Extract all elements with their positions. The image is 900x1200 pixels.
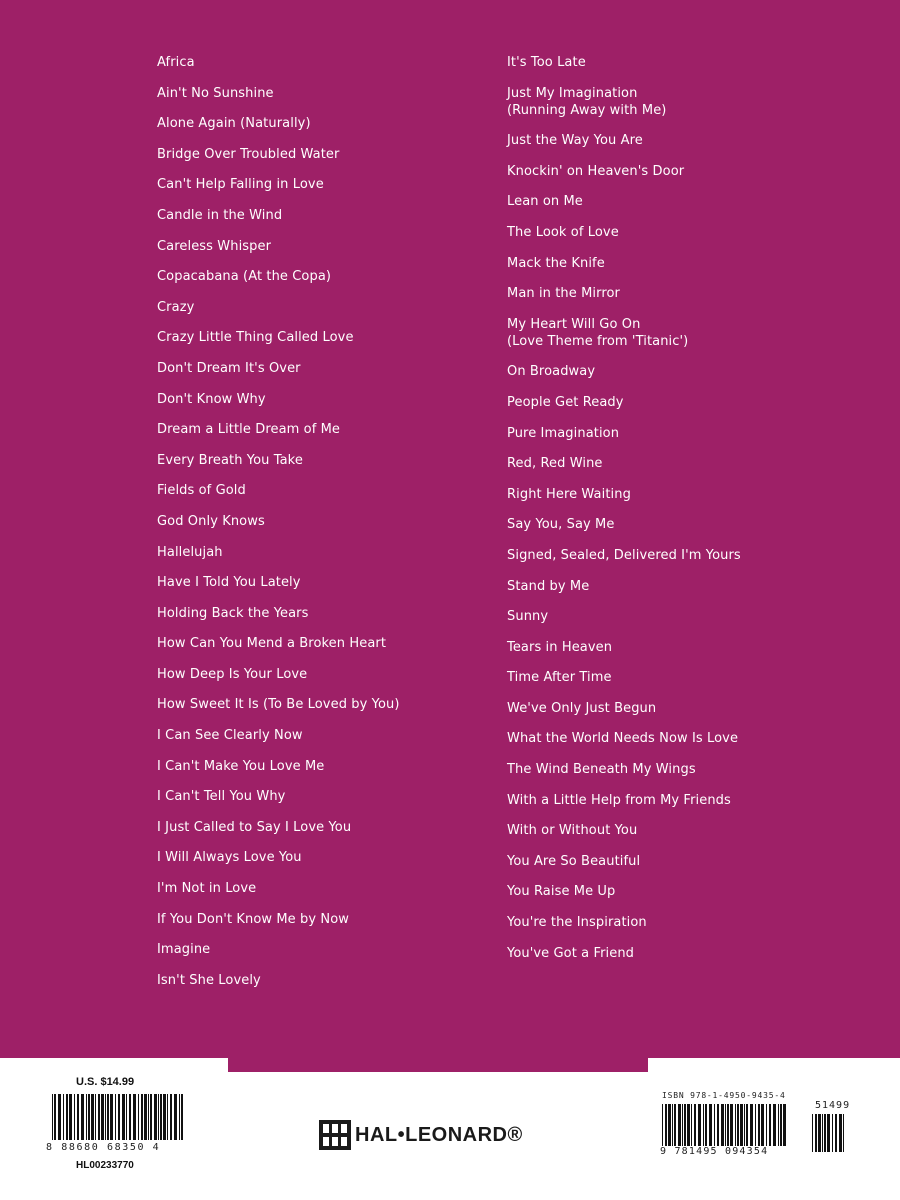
barcode-bar xyxy=(129,1094,131,1140)
song-title: With or Without You xyxy=(507,823,638,839)
hal-leonard-logo xyxy=(319,1120,523,1150)
barcode-bar xyxy=(682,1104,683,1146)
song-title: I Just Called to Say I Love You xyxy=(157,819,352,835)
barcode-bar xyxy=(154,1094,157,1140)
barcode-bar xyxy=(709,1104,712,1146)
barcode-bar xyxy=(107,1094,109,1140)
song-title: Man in the Mirror xyxy=(507,286,621,302)
song-title: Isn't She Lovely xyxy=(157,972,261,988)
barcode-bar xyxy=(181,1094,183,1140)
barcode-bar xyxy=(668,1104,671,1146)
song-title: How Sweet It Is (To Be Loved by You) xyxy=(157,697,400,713)
barcode-bar xyxy=(839,1114,842,1152)
barcode-bar xyxy=(158,1094,159,1140)
barcode-bar xyxy=(744,1104,745,1146)
song-title: Africa xyxy=(157,55,195,70)
song-title: Candle in the Wind xyxy=(157,207,283,223)
barcode-bar xyxy=(167,1094,168,1140)
barcode-bar xyxy=(703,1104,704,1146)
song-title: Crazy xyxy=(157,299,195,315)
song-title: Red, Red Wine xyxy=(507,456,603,472)
barcode-bar xyxy=(148,1094,149,1140)
barcode-bar xyxy=(773,1104,776,1146)
barcode-bar xyxy=(780,1104,782,1146)
barcode-bar xyxy=(66,1094,68,1140)
song-title: I'm Not in Love xyxy=(157,881,257,897)
song-title: Bridge Over Troubled Water xyxy=(157,146,340,162)
upc-barcode xyxy=(52,1094,185,1140)
barcode-bar xyxy=(687,1104,690,1146)
song-title: I Can't Tell You Why xyxy=(157,789,286,805)
barcode-bar xyxy=(74,1094,75,1140)
song-title: Every Breath You Take xyxy=(157,452,303,468)
barcode-bar xyxy=(818,1114,821,1152)
barcode-bar xyxy=(698,1104,701,1146)
barcode-bar xyxy=(665,1104,667,1146)
barcode-bar xyxy=(761,1104,764,1146)
song-title: Pure Imagination xyxy=(507,425,620,441)
song-title: I Can See Clearly Now xyxy=(157,728,303,744)
song-title: What the World Needs Now Is Love xyxy=(507,731,739,747)
barcode-bar xyxy=(88,1094,90,1140)
barcode-bar xyxy=(721,1104,724,1146)
barcode-bar xyxy=(684,1104,686,1146)
barcode-bar xyxy=(58,1094,61,1140)
song-title: If You Don't Know Me by Now xyxy=(157,911,350,927)
song-title: Alone Again (Naturally) xyxy=(157,116,311,132)
song-title: It's Too Late xyxy=(507,55,586,70)
song-title: I Can't Make You Love Me xyxy=(157,758,325,774)
barcode-bar xyxy=(725,1104,726,1146)
song-title: Ain't No Sunshine xyxy=(157,85,274,101)
song-title: Dream a Little Dream of Me xyxy=(157,422,341,438)
price-addon-digits: 51499 xyxy=(815,1100,851,1111)
barcode-bar xyxy=(717,1104,719,1146)
barcode-bar xyxy=(52,1094,53,1140)
barcode-bar xyxy=(122,1094,125,1140)
barcode-bar xyxy=(705,1104,707,1146)
song-title: With a Little Help from My Friends xyxy=(507,792,731,808)
song-title: Say You, Say Me xyxy=(507,517,615,533)
barcode-bar xyxy=(740,1104,743,1146)
song-title: You're the Inspiration xyxy=(507,915,647,931)
song-title: Lean on Me xyxy=(507,194,583,210)
song-title: Tears in Heaven xyxy=(507,639,613,655)
barcode-bar xyxy=(812,1114,813,1152)
song-title: You Raise Me Up xyxy=(507,884,616,900)
song-title: Can't Help Falling in Love xyxy=(157,177,324,193)
song-title: I Will Always Love You xyxy=(157,850,302,866)
song-title: Knockin' on Heaven's Door xyxy=(507,163,685,179)
barcode-bar xyxy=(77,1094,79,1140)
barcode-bar xyxy=(730,1104,733,1146)
barcode-bar xyxy=(755,1104,756,1146)
barcode-bar xyxy=(822,1114,823,1152)
barcode-bar xyxy=(163,1094,166,1140)
barcode-bar xyxy=(138,1094,139,1140)
barcode-bar xyxy=(737,1104,739,1146)
song-title: You've Got a Friend xyxy=(507,945,635,961)
song-title: We've Only Just Begun xyxy=(507,700,657,716)
barcode-bar xyxy=(778,1104,779,1146)
song-title: The Wind Beneath My Wings xyxy=(507,762,696,778)
song-title: Stand by Me xyxy=(507,578,590,594)
barcode-bar xyxy=(179,1094,180,1140)
isbn-barcode xyxy=(662,1104,787,1146)
price-label: U.S. $14.99 xyxy=(76,1076,135,1088)
barcode-bar xyxy=(824,1114,826,1152)
song-title: Have I Told You Lately xyxy=(157,575,301,591)
song-title: How Deep Is Your Love xyxy=(157,666,308,682)
song-title: Holding Back the Years xyxy=(157,605,309,621)
song-title: You Are So Beautiful xyxy=(507,853,641,869)
song-title: Signed, Sealed, Delivered I'm Yours xyxy=(507,547,741,563)
song-title: Careless Whisper xyxy=(157,238,272,254)
isbn-digits: 9 781495 094354 xyxy=(660,1146,769,1157)
song-title: How Can You Mend a Broken Heart xyxy=(157,636,387,652)
barcode-bar xyxy=(105,1094,106,1140)
barcode-bar xyxy=(678,1104,681,1146)
barcode-bar xyxy=(766,1104,767,1146)
barcode-bar xyxy=(758,1104,760,1146)
barcode-bar xyxy=(750,1104,753,1146)
barcode-bar xyxy=(827,1114,830,1152)
barcode-bar xyxy=(160,1094,162,1140)
song-title: On Broadway xyxy=(507,364,596,380)
song-title: Hallelujah xyxy=(157,544,223,560)
barcode-bar xyxy=(746,1104,748,1146)
barcode-bar xyxy=(86,1094,87,1140)
barcode-bar xyxy=(115,1094,116,1140)
song-title: God Only Knows xyxy=(157,513,265,529)
song-title: Just the Way You Are xyxy=(507,133,643,149)
barcode-bar xyxy=(63,1094,64,1140)
isbn-text: ISBN 978-1-4950-9435-4 xyxy=(662,1091,786,1100)
barcode-bar xyxy=(54,1094,56,1140)
barcode-bar xyxy=(150,1094,152,1140)
song-title: The Look of Love xyxy=(507,224,619,240)
barcode-bar xyxy=(126,1094,127,1140)
barcode-bar xyxy=(69,1094,72,1140)
barcode-bar xyxy=(144,1094,147,1140)
barcode-bar xyxy=(110,1094,113,1140)
price-addon-barcode xyxy=(812,1114,846,1152)
song-title: Don't Dream It's Over xyxy=(157,360,301,376)
song-title: Copacabana (At the Copa) xyxy=(157,269,332,285)
barcode-bar xyxy=(674,1104,676,1146)
barcode-bar xyxy=(694,1104,696,1146)
barcode-bar xyxy=(714,1104,715,1146)
publisher-name: HAL•LEONARD® xyxy=(355,1123,523,1146)
song-title: Just My Imagination (Running Away with Me) xyxy=(507,85,667,118)
song-title: Time After Time xyxy=(507,670,612,686)
hal-leonard-mark-icon xyxy=(319,1120,351,1150)
song-title: Don't Know Why xyxy=(157,391,266,407)
barcode-bar xyxy=(832,1114,833,1152)
barcode-bar xyxy=(91,1094,94,1140)
barcode-bar xyxy=(141,1094,143,1140)
barcode-bar xyxy=(769,1104,771,1146)
song-title: Crazy Little Thing Called Love xyxy=(157,330,354,346)
song-title: Imagine xyxy=(157,942,211,958)
barcode-bar xyxy=(662,1104,663,1146)
barcode-bar xyxy=(691,1104,692,1146)
catalog-code: HL00233770 xyxy=(76,1160,134,1171)
song-title: Fields of Gold xyxy=(157,483,246,499)
barcode-bar xyxy=(81,1094,84,1140)
upc-digits: 8 88680 68350 4 xyxy=(46,1142,161,1153)
barcode-bar xyxy=(727,1104,729,1146)
song-title: My Heart Will Go On (Love Theme from 'Titanic') xyxy=(507,316,689,349)
barcode-bar xyxy=(98,1094,100,1140)
barcode-bar xyxy=(101,1094,104,1140)
barcode-bar xyxy=(672,1104,673,1146)
song-title: Sunny xyxy=(507,609,549,625)
song-list-left xyxy=(157,54,477,1002)
barcode-bar xyxy=(735,1104,736,1146)
barcode-bar xyxy=(843,1114,844,1152)
barcode-bar xyxy=(118,1094,120,1140)
song-list-right xyxy=(507,54,847,975)
song-title: Right Here Waiting xyxy=(507,486,631,502)
barcode-bar xyxy=(783,1104,786,1146)
barcode-bar xyxy=(174,1094,177,1140)
barcode-bar xyxy=(170,1094,172,1140)
song-title: Mack the Knife xyxy=(507,255,605,271)
barcode-bar xyxy=(95,1094,96,1140)
barcode-bar xyxy=(835,1114,837,1152)
song-title: People Get Ready xyxy=(507,394,624,410)
barcode-bar xyxy=(815,1114,817,1152)
barcode-bar xyxy=(133,1094,136,1140)
